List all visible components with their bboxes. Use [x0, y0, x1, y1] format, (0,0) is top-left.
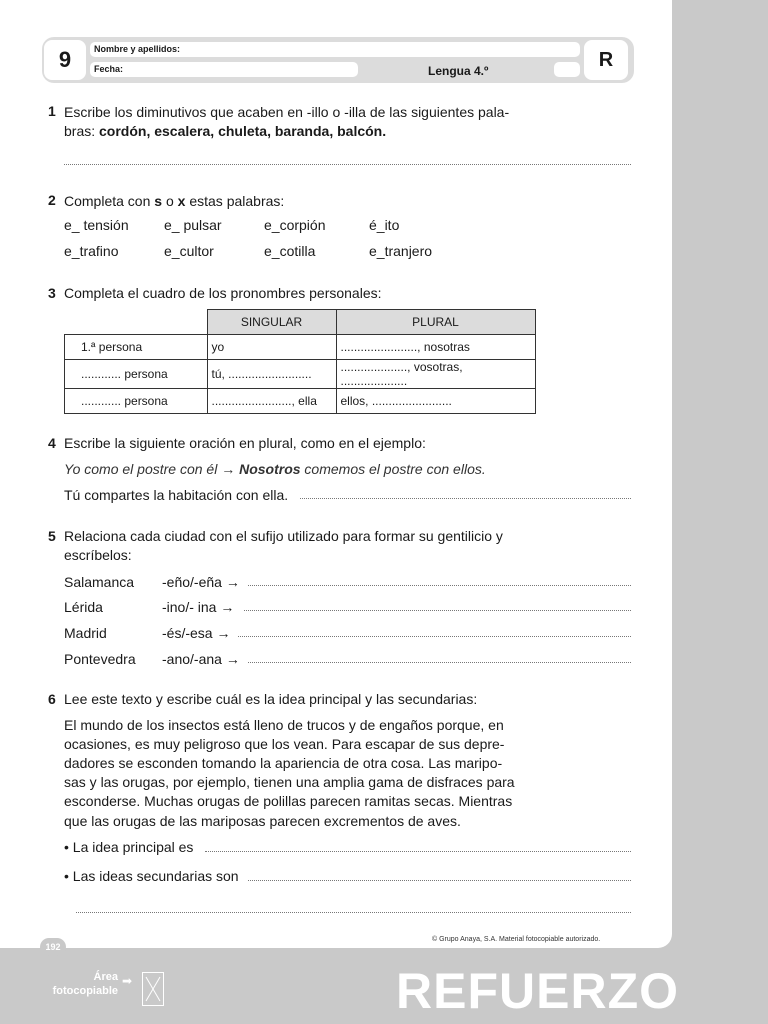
q5-suffix: -eño/-eña → — [162, 574, 240, 590]
q5-line1: Relaciona cada ciudad con el sufijo utilizado para formar su gentilicio y — [64, 528, 503, 544]
photocopy-icon — [142, 972, 164, 1006]
q6-number: 6 — [48, 691, 56, 707]
q5-line2: escríbelos: — [64, 547, 132, 563]
q2-word[interactable]: e_ tensión — [64, 217, 129, 233]
q6-main-answer-line[interactable] — [205, 851, 631, 852]
cell-plural[interactable]: ellos, ........................ — [336, 389, 535, 414]
q6-secondary-answer-line[interactable] — [248, 880, 631, 881]
q5-answer-line[interactable] — [248, 585, 631, 586]
q1-words: cordón, escalera, chuleta, baranda, balcón. — [99, 123, 387, 139]
q2-word[interactable]: e_cultor — [164, 243, 214, 259]
q2-word[interactable]: e_ pulsar — [164, 217, 222, 233]
q6-text-line: dadores se esconden tomando la apariencia de otra cosa. Las maripo- — [64, 755, 503, 771]
q5-answer-line[interactable] — [248, 662, 631, 663]
q4-prompt: Escribe la siguiente oración en plural, como en el ejemplo: — [64, 435, 426, 451]
name-label: Nombre y apellidos: — [94, 44, 181, 54]
q2-word[interactable]: e_cotilla — [264, 243, 316, 259]
q5-number: 5 — [48, 528, 56, 544]
arrow-right-icon: ➡ — [122, 974, 133, 988]
table-row — [65, 389, 536, 414]
q4-number: 4 — [48, 435, 56, 451]
q1-line2 — [64, 121, 386, 141]
table-corner — [65, 310, 208, 335]
q6-text-line: sas y las orugas, por ejemplo, tienen una amplia gama de disfraces para — [64, 774, 515, 790]
cell-singular[interactable]: yo — [207, 335, 336, 360]
area-line2: fotocopiable — [52, 985, 118, 997]
cell-plural[interactable]: ...................., vosotras, .................... — [336, 360, 535, 389]
q4-example-a: Yo como el postre con él → — [64, 461, 240, 477]
q2-letter-x: x — [177, 193, 186, 209]
table-row — [65, 360, 536, 389]
q6-secondary-answer-line-2[interactable] — [76, 912, 631, 913]
q2-prompt-b: o — [162, 193, 178, 209]
q6-prompt: Lee este texto y escribe cuál es la idea principal y las secundarias: — [64, 691, 478, 707]
q6-bullet-secondary: • Las ideas secundarias son — [64, 868, 239, 884]
q2-prompt — [64, 191, 284, 211]
q5-city: Madrid — [64, 625, 107, 641]
q3-number: 3 — [48, 285, 56, 301]
q1-prefix: bras: — [64, 123, 100, 139]
q2-letter-s: s — [154, 193, 163, 209]
row-label[interactable]: ............ persona — [65, 360, 208, 389]
q5-answer-line[interactable] — [238, 636, 631, 637]
q5-city: Pontevedra — [64, 651, 136, 667]
refuerzo-title: REFUERZO — [396, 963, 679, 1019]
q5-city: Salamanca — [64, 574, 135, 590]
q5-answer-line[interactable] — [244, 610, 631, 611]
q6-text-line: esconderse. Muchas orugas de polillas parecen ramitas secas. Mientras — [64, 793, 513, 809]
area-line1: Área — [93, 971, 118, 983]
col-plural: PLURAL — [336, 310, 535, 335]
subject-label: Lengua 4.º — [428, 64, 489, 78]
q2-prompt-a: Completa con — [64, 193, 155, 209]
date-label: Fecha: — [94, 64, 124, 74]
q2-word[interactable]: e_trafino — [64, 243, 119, 259]
photocopy-icon-shape — [143, 973, 163, 1005]
area-fotocopiable — [38, 970, 118, 998]
q4-example-b: comemos el postre con ellos. — [300, 461, 486, 477]
q2-word[interactable]: é_ito — [369, 217, 400, 233]
col-singular: SINGULAR — [207, 310, 336, 335]
cell-singular[interactable]: ........................, ella — [207, 389, 336, 414]
cell-singular[interactable]: tú, ......................... — [207, 360, 336, 389]
q5-city: Lérida — [64, 599, 103, 615]
q5-suffix: -ano/-ana → — [162, 651, 240, 667]
extra-field — [554, 62, 580, 77]
page-number: 192 — [40, 938, 66, 956]
q6-text-line: El mundo de los insectos está lleno de trucos y de engaños porque, en — [64, 717, 504, 733]
pronoun-table — [64, 309, 536, 414]
q3-prompt: Completa el cuadro de los pronombres personales: — [64, 285, 382, 301]
q4-example — [64, 459, 486, 479]
copyright-notice: © Grupo Anaya, S.A. Material fotocopiable autorizado. — [432, 936, 601, 943]
q4-sentence: Tú compartes la habitación con ella. — [64, 487, 289, 503]
row-label[interactable]: ............ persona — [65, 389, 208, 414]
q2-word[interactable]: e_corpión — [264, 217, 326, 233]
q1-number: 1 — [48, 103, 56, 119]
q2-word[interactable]: e_tranjero — [369, 243, 433, 259]
q2-prompt-c: estas palabras: — [185, 193, 285, 209]
q5-suffix: -ino/- ina → — [162, 599, 235, 615]
q1-answer-line[interactable] — [64, 164, 631, 165]
q5-suffix: -és/-esa → — [162, 625, 231, 641]
q6-text-line: que las orugas de las mariposas parecen excrementos de aves. — [64, 813, 461, 829]
date-field[interactable] — [90, 62, 358, 77]
table-row — [65, 335, 536, 360]
level-letter: R — [584, 40, 628, 80]
q4-example-bold: Nosotros — [239, 461, 301, 477]
q6-bullet-main: • La idea principal es — [64, 839, 194, 855]
q6-text-line: ocasiones, es muy peligroso que los vean. Para escapar de sus depre- — [64, 736, 505, 752]
unit-number: 9 — [44, 40, 86, 80]
q2-number: 2 — [48, 192, 56, 208]
q4-answer-line[interactable] — [300, 498, 631, 499]
q1-line1: Escribe los diminutivos que acaben en -illo o -illa de las siguientes pala- — [64, 104, 510, 120]
name-field[interactable] — [90, 42, 580, 57]
row-label: 1.ª persona — [65, 335, 208, 360]
cell-plural[interactable]: ......................., nosotras — [336, 335, 535, 360]
